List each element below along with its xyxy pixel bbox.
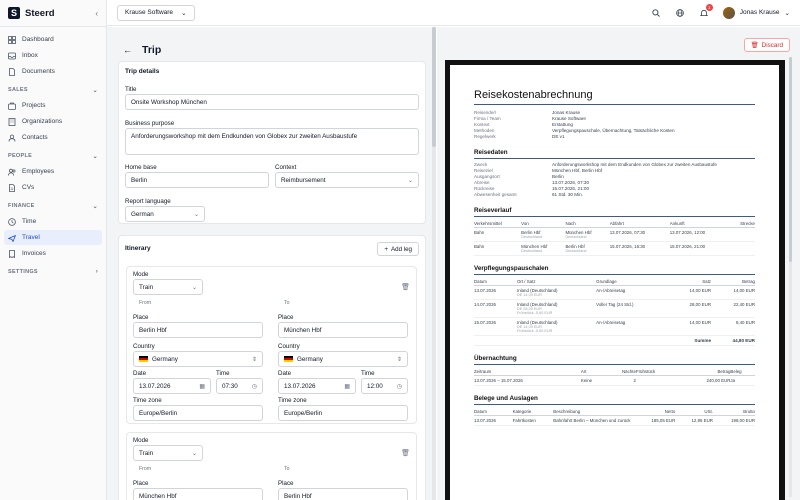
table-cell: 15.07.2026, 21:00 (670, 242, 730, 256)
table-cell: 13.07.2026, 12:00 (670, 228, 730, 242)
cell-subtext: Frühstück -5,60 EUR (516, 311, 553, 315)
column-header: USt. (675, 408, 713, 416)
column-header: Frühstück (636, 368, 678, 376)
meta-key: Kontext (474, 122, 490, 127)
sidebar-item-dashboard[interactable] (4, 32, 102, 47)
table-cell: 22,40 EUR (711, 300, 755, 318)
table-cell (730, 242, 755, 256)
sidebar-item-label: Documents (22, 68, 55, 75)
table-cell: 28,00 EUR (669, 300, 711, 318)
from-place-value: Berlin Hbf (139, 326, 167, 334)
to-place-input[interactable] (278, 322, 408, 338)
mode-value: Train (139, 283, 154, 291)
table-cell: 14,00 EUR (669, 318, 711, 336)
discard-label: Discard (761, 41, 783, 49)
form-scrollbar[interactable] (432, 27, 436, 500)
meta-row (474, 134, 755, 140)
meta-key: Abreise (474, 180, 490, 185)
topbar (107, 0, 800, 26)
column-header: Art (581, 368, 606, 376)
germany-flag-icon (139, 356, 148, 362)
meta-row (474, 192, 755, 198)
to-country-select[interactable] (278, 351, 408, 367)
column-header: Datum (474, 278, 517, 286)
section-title: Trip details (125, 68, 160, 75)
table-header-row (474, 368, 755, 376)
report-language-select[interactable] (125, 206, 205, 222)
belege-table (474, 408, 755, 426)
sidebar-item-documents[interactable] (4, 64, 102, 79)
table-cell: An-/Abreisetag (596, 286, 669, 300)
topbar-actions (651, 4, 790, 19)
plane-icon (8, 234, 16, 242)
sidebar-item-label: Inbox (22, 52, 38, 59)
sidebar-section-finance[interactable] (4, 199, 102, 213)
to-place-value: München Hbf (284, 326, 322, 334)
table-cell (565, 242, 609, 256)
meta-key: Ausgangsort (474, 174, 500, 179)
cell-text: München Hbf (521, 244, 548, 249)
meta-value: Berlin (552, 174, 564, 179)
chevron-down-icon: ⌄ (784, 9, 790, 17)
table-cell (521, 228, 565, 242)
cell-text: Berlin Hbf (565, 244, 585, 249)
user-menu[interactable] (723, 7, 790, 19)
title-label: Title (125, 86, 137, 93)
sum-label: Summe (669, 336, 711, 346)
trash-icon[interactable]: 🗑 (401, 450, 410, 457)
column-header: Betrag (711, 278, 755, 286)
table-cell: 198,00 EUR (713, 416, 755, 426)
table-cell (517, 286, 596, 300)
meta-key: Abwesenheit gesamt (474, 192, 517, 197)
cv-icon (8, 184, 16, 192)
home-base-value: Berlin (131, 176, 148, 184)
table-cell: 14.07.2026 (474, 300, 517, 318)
cell-text: Berlin Hbf (521, 230, 541, 235)
meta-key: Regelwerk (474, 134, 496, 139)
divider (474, 158, 755, 159)
sidebar-item-label: Contacts (22, 134, 48, 141)
meta-list (474, 110, 755, 140)
chevron-down-icon: ⌄ (191, 450, 197, 457)
from-time-input[interactable] (216, 378, 263, 394)
sidebar-item-organizations[interactable] (4, 114, 102, 129)
back-arrow-icon[interactable]: ← (123, 45, 132, 55)
column-header: Verkehrsmittel (474, 220, 521, 228)
table-cell: Fahrtkosten (513, 416, 554, 426)
itinerary-card (118, 235, 426, 500)
column-header: Netto (633, 408, 675, 416)
meta-key: Reiseziel (474, 168, 493, 173)
section-label: SALES (8, 87, 28, 93)
table-cell (596, 336, 669, 346)
column-header: Betrag (678, 368, 730, 376)
to-label: To (284, 466, 290, 472)
sidebar-item-label: Organizations (22, 118, 63, 125)
sidebar-nav (0, 27, 106, 283)
table-header-row (474, 220, 755, 228)
section-heading: Verpflegungspauschalen (474, 265, 549, 272)
employees-icon (8, 168, 16, 176)
table-cell: 240,00 EUR (678, 376, 730, 386)
from-timezone-label: Time zone (133, 397, 162, 404)
from-place-label: Place (133, 314, 149, 321)
table-row (474, 242, 755, 256)
table-cell (565, 228, 609, 242)
to-time-input[interactable] (361, 378, 408, 394)
cell-subtext: DE 14,00 EUR (516, 293, 542, 297)
table-cell: Keine (581, 376, 606, 386)
calendar-icon: ▦ (199, 383, 205, 390)
column-header: Datum (474, 408, 513, 416)
report-preview-panel (437, 27, 800, 500)
sidebar-item-projects[interactable] (4, 98, 102, 113)
table-cell: 14,00 EUR (669, 286, 711, 300)
uebernachtung-table (474, 368, 755, 386)
column-header: Beschreibung (553, 408, 633, 416)
purpose-label: Business purpose (125, 120, 175, 127)
divider (474, 104, 755, 105)
brand (0, 0, 106, 26)
section-label: SETTINGS (8, 269, 38, 275)
to-timezone-label: Time zone (278, 397, 307, 404)
from-place-value: München Hbf (139, 492, 177, 500)
table-cell: 13.07.2026 – 15.07.2026 (474, 376, 581, 386)
sidebar-item-label: CVs (22, 184, 35, 191)
column-header: Grundlage (596, 278, 669, 286)
add-leg-label: Add leg (391, 245, 412, 253)
table-cell: Ja (730, 376, 755, 386)
from-time-label: Time (216, 370, 230, 377)
column-header: Zeitraum (474, 368, 581, 376)
context-value: Reimbursement (281, 176, 326, 184)
leg-card (126, 266, 417, 424)
table-row (474, 228, 755, 242)
avatar (723, 7, 735, 19)
meta-value: 61 Std. 30 Min. (552, 192, 583, 197)
sidebar-item-employees[interactable] (4, 164, 102, 179)
column-header: Beleg (730, 368, 755, 376)
from-country-label: Country (133, 343, 155, 350)
section-heading: Reiseverlauf (474, 207, 512, 214)
to-place-label: Place (278, 480, 294, 487)
home-base-label: Home base (125, 164, 157, 171)
mode-label: Mode (133, 437, 149, 444)
from-date-label: Date (133, 370, 147, 377)
user-name: Jonas Krause (739, 9, 780, 16)
sidebar-item-inbox[interactable] (4, 48, 102, 63)
germany-flag-icon (284, 356, 293, 362)
mode-value: Train (139, 449, 154, 457)
cell-text: München Hbf (565, 230, 592, 235)
divider (474, 364, 755, 365)
from-timezone-input[interactable] (133, 405, 263, 421)
column-header: Ort / Satz (517, 278, 596, 286)
dashboard-icon (8, 36, 16, 44)
chevron-updown-icon: ⇕ (396, 356, 402, 363)
divider (474, 404, 755, 405)
divider (474, 216, 755, 217)
meta-value: Erstattung (552, 122, 573, 127)
meta-value: München Hbf, Berlin Hbf (552, 168, 603, 173)
chevron-down-icon: ⌄ (92, 153, 98, 160)
meta-key: Zweck (474, 162, 488, 167)
table-cell: 8,40 EUR (711, 318, 755, 336)
report-language-value: German (131, 210, 154, 218)
search-icon[interactable] (651, 8, 661, 18)
meta-key: Reisende/r (474, 110, 497, 115)
section-heading: Übernachtung (474, 355, 517, 362)
from-country-select[interactable] (133, 351, 263, 367)
to-place-value: Berlin Hbf (284, 492, 312, 500)
cell-subtext: Deutschland (521, 249, 543, 253)
sum-row (474, 336, 755, 346)
cell-subtext: Deutschland (565, 249, 587, 253)
page-title: Trip (142, 44, 162, 56)
home-base-input[interactable] (125, 172, 269, 188)
brand-name: Steerd (25, 7, 55, 19)
sidebar-item-label: Dashboard (22, 36, 54, 43)
section-heading: Reisedaten (474, 149, 508, 156)
column-header: Nächte (605, 368, 635, 376)
mode-select[interactable] (133, 279, 203, 295)
meta-key: Methoden (474, 128, 495, 133)
chevron-down-icon: ⌄ (92, 87, 98, 94)
table-cell: 14,00 EUR (711, 286, 755, 300)
collapse-sidebar-icon[interactable]: ‹ (95, 8, 98, 18)
to-label: To (284, 300, 290, 306)
table-cell: 13.07.2026, 07:30 (610, 228, 670, 242)
column-header: Strecke (730, 220, 755, 228)
cell-text: Inland (Deutschland) (516, 288, 558, 293)
table-cell: 15.07.2026, 16:30 (610, 242, 670, 256)
chevron-down-icon: ⌄ (193, 211, 199, 218)
from-place-label: Place (133, 480, 149, 487)
chevron-down-icon: ⌄ (92, 203, 98, 210)
chevron-right-icon: › (95, 269, 98, 275)
to-timezone-value: Europe/Berlin (284, 409, 323, 417)
documents-icon (8, 68, 16, 76)
meta-value: 13.07.2026, 07:30 (552, 180, 590, 185)
column-header: Von (521, 220, 565, 228)
context-select[interactable] (275, 172, 419, 188)
clock-icon: ◷ (251, 383, 257, 390)
to-timezone-input[interactable] (278, 405, 408, 421)
sidebar-item-label: Travel (22, 234, 40, 241)
sidebar-item-invoices[interactable] (4, 246, 102, 261)
from-place-input[interactable] (133, 488, 263, 500)
table-cell: 13.07.2026 (474, 286, 517, 300)
inbox-icon (8, 52, 16, 60)
section-label: FINANCE (8, 203, 35, 209)
table-row (474, 376, 755, 386)
mode-label: Mode (133, 271, 149, 278)
meta-value: Jonas Krause (552, 110, 581, 115)
sidebar-section-settings[interactable] (4, 265, 102, 279)
sidebar-item-time[interactable] (4, 214, 102, 229)
meta-value: Anforderungsworkshop mit dem Endkunden von Globex zur zweiten Ausbaustufe (552, 162, 717, 167)
context-label: Context (275, 164, 297, 171)
globe-icon[interactable] (675, 8, 685, 18)
meta-value: Verpflegungspauschale, Übernachtung, Tatsächliche Kosten (552, 128, 675, 133)
column-header: Satz (669, 278, 711, 286)
notification-badge: 1 (706, 4, 713, 11)
table-cell (521, 242, 565, 256)
clock-icon: ◷ (396, 383, 402, 390)
table-cell (517, 318, 596, 336)
table-header-row (474, 278, 755, 286)
add-leg-button[interactable] (377, 242, 419, 256)
to-date-label: Date (278, 370, 292, 377)
to-country-label: Country (278, 343, 300, 350)
purpose-value: Anforderungsworkshop mit dem Endkunden von Globex zur zweiten Ausbaustufe (131, 133, 358, 140)
sidebar-item-cvs[interactable] (4, 180, 102, 195)
document-title: Reisekostenabrechnung (474, 89, 593, 101)
table-cell (474, 336, 517, 346)
contacts-icon (8, 134, 16, 142)
projects-icon (8, 102, 16, 110)
meta-key: Rückreise (474, 186, 495, 191)
plus-icon: + (384, 245, 388, 253)
sidebar-item-label: Invoices (22, 250, 46, 257)
table-header-row (474, 408, 755, 416)
from-time-value: 07:30 (222, 382, 238, 390)
company-selector[interactable] (117, 5, 195, 21)
section-title: Itinerary (125, 245, 151, 252)
from-label: From (139, 466, 152, 472)
invoice-icon (8, 250, 16, 258)
verpflegung-table (474, 278, 755, 346)
table-row (474, 286, 755, 300)
table-cell (730, 228, 755, 242)
table-cell (517, 336, 596, 346)
chevron-down-icon: ⌄ (191, 284, 197, 291)
sum-value: 44,80 EUR (711, 336, 755, 346)
preview-scrollbar[interactable] (789, 57, 792, 497)
trip-details-card (118, 61, 426, 224)
from-timezone-value: Europe/Berlin (139, 409, 178, 417)
to-date-value: 13.07.2026 (284, 382, 316, 390)
meta-value: DE v1 (552, 134, 565, 139)
table-cell: Bahn (474, 242, 521, 256)
chevron-down-icon: ⌄ (407, 177, 413, 184)
table-cell (517, 300, 596, 318)
trash-icon[interactable]: 🗑 (401, 284, 410, 291)
table-cell: 15.07.2026 (474, 318, 517, 336)
report-language-label: Report language (125, 198, 171, 205)
chevron-down-icon: ⌄ (181, 9, 187, 17)
section-label: PEOPLE (8, 153, 33, 159)
to-time-value: 12:00 (367, 382, 383, 390)
reiseverlauf-table (474, 220, 755, 256)
document-page (450, 65, 779, 500)
page-header (107, 27, 432, 61)
section-heading: Belege und Auslagen (474, 395, 538, 402)
table-cell: Bahn (474, 228, 521, 242)
cell-text: Inland (Deutschland) (516, 302, 558, 307)
table-cell: An-/Abreisetag (596, 318, 669, 336)
cell-subtext: Deutschland (521, 235, 543, 239)
from-label: From (139, 300, 152, 306)
scrollbar-thumb[interactable] (432, 27, 436, 147)
table-cell (636, 376, 678, 386)
table-cell: 13.07.2026 (474, 416, 513, 426)
from-place-input[interactable] (133, 322, 263, 338)
meta-value: 15.07.2026, 21:00 (552, 186, 590, 191)
table-cell: Bahnfahrt Berlin – München und zurück (553, 416, 633, 426)
reisedaten-list (474, 162, 755, 198)
from-date-input[interactable] (133, 378, 211, 394)
table-row (474, 318, 755, 336)
table-cell: 12,95 EUR (675, 416, 713, 426)
column-header: Brutto (713, 408, 755, 416)
purpose-textarea[interactable] (125, 128, 419, 155)
table-cell: 185,05 EUR (633, 416, 675, 426)
table-cell: Voller Tag (24 Std.) (596, 300, 669, 318)
scrollbar-thumb[interactable] (789, 57, 792, 262)
company-name: Krause Software (125, 9, 174, 16)
title-value: Onsite Workshop München (131, 98, 207, 106)
to-date-input[interactable] (278, 378, 356, 394)
clock-icon (8, 218, 16, 226)
sidebar-section-sales[interactable] (4, 83, 102, 97)
table-row (474, 416, 755, 426)
table-cell: 2 (605, 376, 635, 386)
bell-icon[interactable] (699, 4, 711, 18)
meta-value: Krause Software (552, 116, 586, 121)
table-row (474, 300, 755, 318)
sidebar (0, 0, 107, 500)
sidebar-item-travel[interactable] (4, 230, 102, 245)
column-header: Kategorie (513, 408, 554, 416)
sidebar-item-contacts[interactable] (4, 130, 102, 145)
from-country-value: Germany (152, 355, 178, 363)
cell-subtext: DE 28,00 EUR (516, 307, 542, 311)
calendar-icon: ▦ (344, 383, 350, 390)
sidebar-item-label: Projects (22, 102, 46, 109)
to-time-label: Time (361, 370, 375, 377)
divider (474, 274, 755, 275)
brand-logo-icon: S (8, 7, 20, 19)
column-header: Ankunft (670, 220, 730, 228)
leg-card (126, 432, 417, 500)
mode-select[interactable] (133, 445, 203, 461)
chevron-updown-icon: ⇕ (251, 356, 257, 363)
to-place-label: Place (278, 314, 294, 321)
trash-icon: 🗑 (750, 42, 759, 49)
title-input[interactable] (125, 94, 419, 110)
to-country-value: Germany (297, 355, 323, 363)
meta-key: Firma / Team (474, 116, 501, 121)
trip-form-panel (107, 27, 432, 500)
column-header: Nach (565, 220, 609, 228)
sidebar-item-label: Employees (22, 168, 55, 175)
cell-subtext: Frühstück -5,60 EUR (516, 329, 553, 333)
column-header: Abfahrt (610, 220, 670, 228)
sidebar-item-label: Time (22, 218, 37, 225)
sidebar-section-people[interactable] (4, 149, 102, 163)
document-frame (445, 60, 785, 500)
discard-button[interactable] (744, 38, 790, 52)
to-place-input[interactable] (278, 488, 408, 500)
cell-subtext: DE 14,00 EUR (516, 325, 542, 329)
cell-subtext: Deutschland (565, 235, 587, 239)
cell-text: Inland (Deutschland) (516, 320, 558, 325)
from-date-value: 13.07.2026 (139, 382, 171, 390)
organizations-icon (8, 118, 16, 126)
